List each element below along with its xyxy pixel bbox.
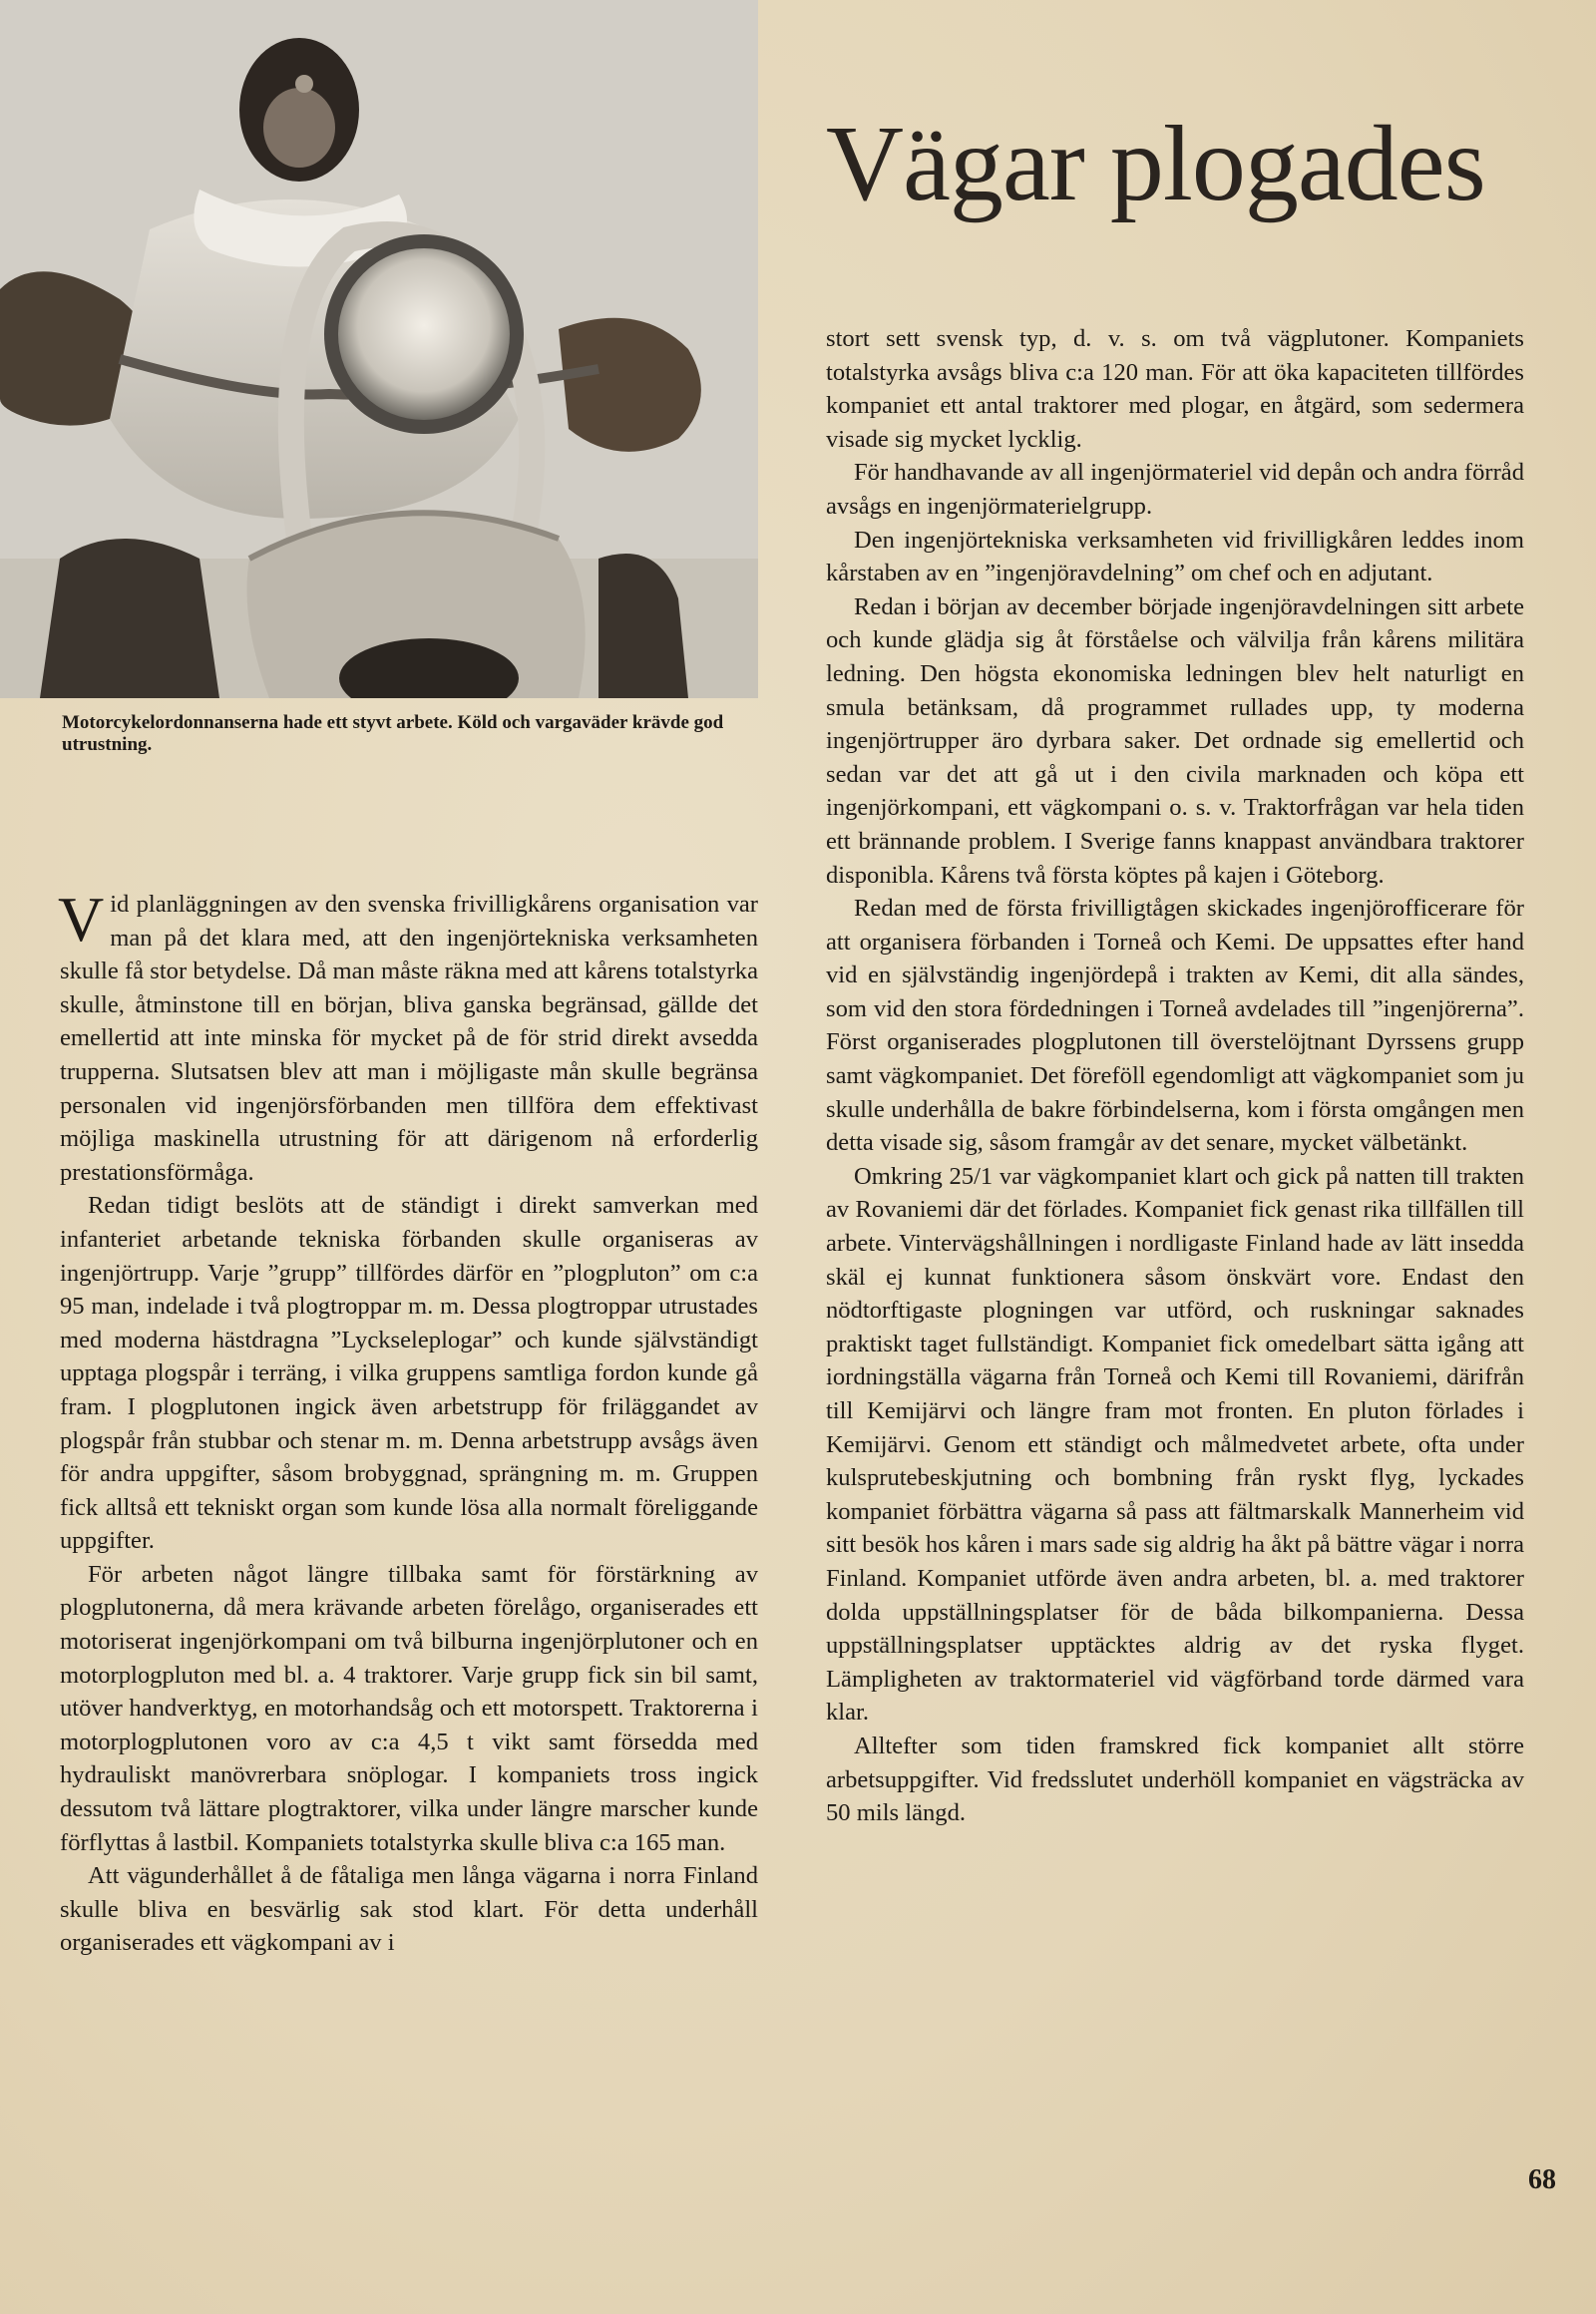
paragraph: Omkring 25/1 var vägkompaniet klart och gick på natten till trakten av Rovaniemi där det förlades. Kompaniet fick genast rika tillfällen till arbete. Vintervägshållningen i nordligaste Finland hade av lätt insedda skäl ej kunnat funktionera såsom önskvärt vore. Endast den nödtorftigaste plogningen var utförd, och ruskningar saknades praktiskt taget fullständigt. Kompaniet fick omedelbart sätta igång att iordningställa vägarna från Torneå och Kemi till Rovaniemi, därifrån till Kemijärvi och längre fram mot fronten. En pluton förlades i Kemijärvi. Genom ett ständigt och målmedvetet arbete, ofta under kulsprutebeskjutning och bombning från ryskt flyg, lyckades kompaniet förbättra vägarna så pass att fältmarskalk Mannerheim vid sitt besök hos kåren i mars sade sig aldrig ha åkt på bättre vägar i norra Finland. Kompaniet utförde även andra arbeten, bl. a. med traktorer dolda uppställningsplatser för de båda bilkompanierna. Dessa uppställningsplatser upptäcktes aldrig av det ryska flyget. Lämpligheten av traktormateriel vid vägförband torde därmed vara klar. — [826, 1162, 1524, 1727]
paragraph: Att vägunderhållet å de fåtaliga men långa vägarna i norra Finland skulle bliva en besvärlig sak stod klart. För detta underhåll organiserades ett vägkompani av i — [60, 1862, 758, 1957]
paragraph: För arbeten något längre tillbaka samt för förstärkning av plogplutonerna, då mera krävande arbeten förelågo, organiserades ett motoriserat ingenjörkompani om två bilburna ingenjörplutoner och en motorplogpluton med bl. a. 4 traktorer. Varje grupp fick sin bil samt, utöver handverktyg, en motorhandsåg och ett motorspett. Traktorerna i motorplogplutonen voro av c:a 4,5 t vikt samt försedda med hydrauliskt manövrerbara snöplogar. I kompaniets tross ingick dessutom två lättare plogtraktorer, vilka under längre marscher kunde förflyttas å lastbil. Kompaniets totalstyrka skulle bliva c:a 165 man. — [60, 1560, 758, 1856]
paragraph: stort sett svensk typ, d. v. s. om två vägplutoner. Kompaniets totalstyrka avsågs bliva c:a 120 man. För att öka kapaciteten tillfördes kompaniet ett antal traktorer med plogar, en åtgärd, som sedermera visade sig mycket lycklig. — [826, 325, 1524, 453]
paragraph: Redan tidigt beslöts att de ständigt i direkt samverkan med infanteriet arbetande tekniska förbanden skulle organiseras av ingenjörtrupp. Varje ”grupp” tillfördes därför en ”plogpluton” om c:a 95 man, indelade i två plogtroppar m. m. Dessa plogtroppar utrustades med moderna hästdragna ”Lyckseleplogar” och kunde självständigt upptaga plogspår i terräng, i vilka gruppens samtliga fordon kunde gå fram. I plogplutonen ingick även arbetstrupp för friläggandet av plogspår från stubbar och stenar m. m. Denna arbetstrupp avsågs även för andra uppgifter, såsom brobyggnad, sprängning m. m. Gruppen fick alltså ett tekniskt organ som kunde lösa alla normalt föreliggande uppgifter. — [60, 1192, 758, 1555]
right-column — [826, 322, 1524, 1830]
paragraph: Redan med de första frivilligtågen skickades ingenjörofficerare för att organisera förbanden i Torneå och Kemi. De uppsattes efter hand vid en självständig ingenjördepå i trakten av Kemi, dit alla sändes, som vid den stora fördedningen i Torneå avdelades till ”ingenjörerna”. Först organiserades plogplutonen till överstelöjtnant Dyrssens grupp samt vägkompaniet. Det föreföll egendomligt att vägkompaniet som ju skulle underhålla de bakre förbindelserna, kom i första omgången men detta visade sig, såsom framgår av det senare, mycket välbetänkt. — [826, 895, 1524, 1157]
paragraph — [58, 884, 758, 1189]
motorcycle-dispatch-rider-photo — [0, 0, 758, 698]
drop-cap-initial: V — [58, 884, 105, 955]
paragraph-text: id planläggningen av den svenska frivilligkårens organisation var man på det klara med, att den ingenjörtekniska verksamheten skulle få stor betydelse. Då man måste räkna med att kårens totalstyrka skulle, åtminstone till en början, bliva ganska begränsad, gällde det emellertid att inte minska för mycket på de för strid direkt avsedda trupperna. Slutsatsen blev att man i möjligaste mån skulle begränsa personalen vid ingenjörsförbanden men tillföra dem effektivast möjliga maskinella utrustning för att därigenom nå erforderlig prestationsförmåga. — [60, 891, 758, 1186]
paragraph: Den ingenjörtekniska verksamheten vid frivilligkåren leddes inom kårstaben av en ”ingenjöravdelning” om chef och en adjutant. — [826, 526, 1524, 587]
paragraph: Alltefter som tiden framskred fick kompaniet allt större arbetsuppgifter. Vid fredsslutet underhöll kompaniet en vägsträcka av 50 mils längd. — [826, 1732, 1524, 1827]
left-column — [58, 884, 758, 1960]
photo-illustration — [0, 0, 758, 698]
page-number: 68 — [1528, 2164, 1556, 2195]
article-title: Vägar plogades — [826, 105, 1485, 223]
paragraph: För handhavande av all ingenjörmateriel vid depån och andra förråd avsågs en ingenjörmaterielgrupp. — [826, 459, 1524, 520]
photo-caption: Motorcykelordonnanserna hade ett styvt arbete. Köld och vargaväder krävde god utrustning. — [62, 712, 724, 755]
paragraph: Redan i början av december började ingenjöravdelningen sitt arbete och kunde glädja sig åt förståelse och välvilja från kårens militära ledning. Den högsta ekonomiska ledningen blev helt naturligt en smula betänksam, då programmet rullades upp, ty moderna ingenjörtrupper äro dyrbara saker. Det ordnade sig emellertid och sedan var det att gå ut i den civila marknaden och köpa ett ingenjörkompani, ett vägkompani o. s. v. Traktorfrågan var hela tiden ett brännande problem. I Sverige fanns knappast användbara traktorer disponibla. Kårens två första köptes på kajen i Göteborg. — [826, 592, 1524, 889]
